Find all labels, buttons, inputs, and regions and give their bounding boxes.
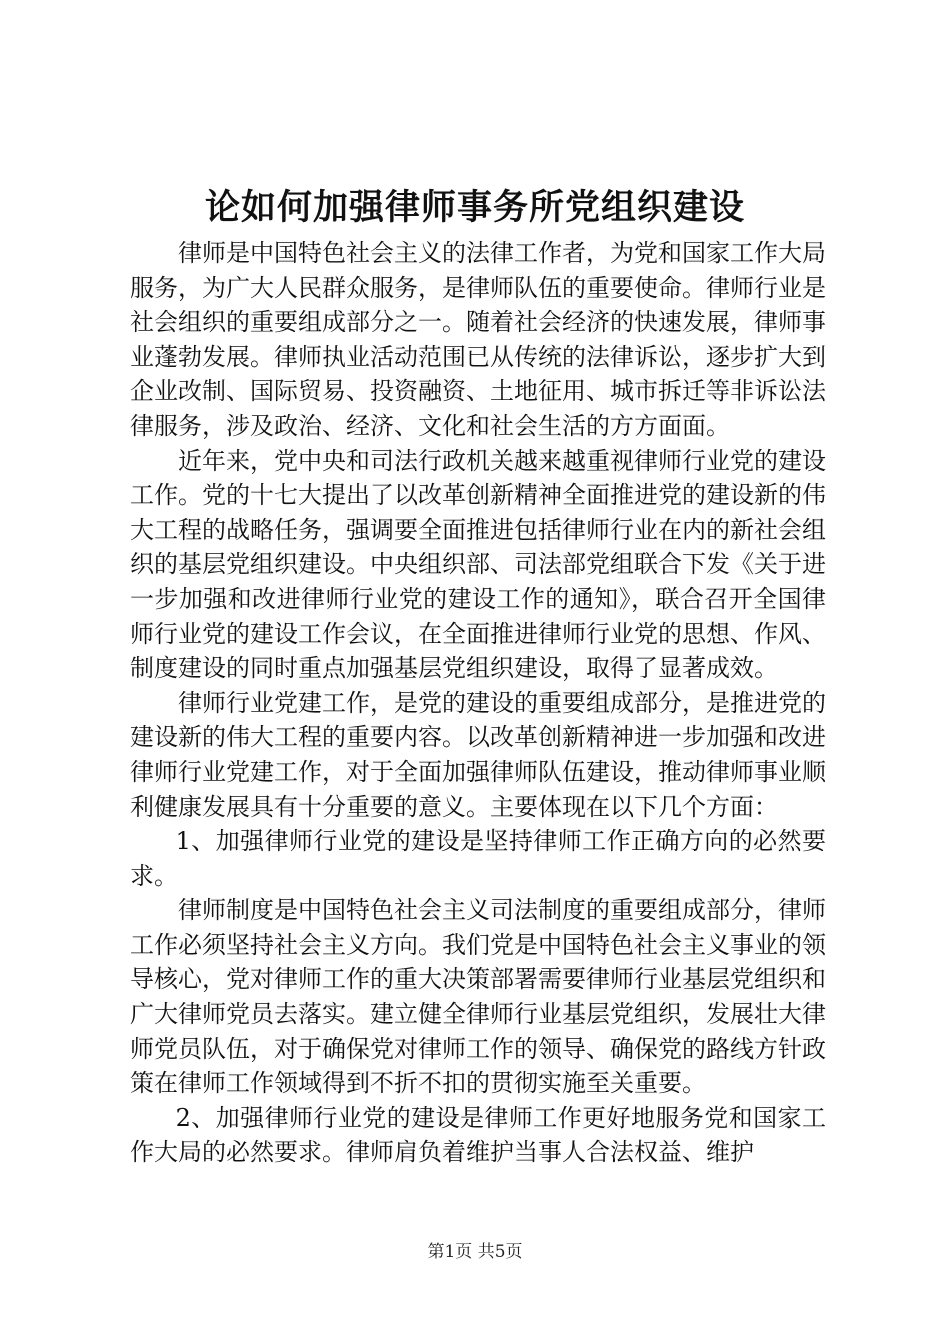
paragraph-intro: 律师是中国特色社会主义的法律工作者，为党和国家工作大局服务，为广大人民群众服务，是律师队伍的重要使命。律师行业是社会组织的重要组成部分之一。随着社会经济的快速发展，律师事业蓬勃发展。律师执业活动范围已从传统的法律诉讼，逐步扩大到企业改制、国际贸易、投资融资、土地征用、城市拆迁等非诉讼法律服务，涉及政治、经济、文化和社会生活的方方面面。 [130, 239, 826, 440]
document-body [130, 236, 826, 1170]
document-title: 论如何加强律师事务所党组织建设 [204, 187, 745, 228]
paragraph-point-1: 1、加强律师行业党的建设是坚持律师工作正确方向的必然要求。 [130, 827, 826, 890]
paragraph-lawyer-system: 律师制度是中国特色社会主义司法制度的重要组成部分，律师工作必须坚持社会主义方向。我们党是中国特色社会主义事业的领导核心，党对律师工作的重大决策部署需要律师行业基层党组织和广大律师党员去落实。建立健全律师行业基层党组织，发展壮大律师党员队伍，对于确保党对律师工作的领导、确保党的路线方针政策在律师工作领域得到不折不扣的贯彻实施至关重要。 [130, 896, 826, 1098]
paragraph-party-building: 律师行业党建工作，是党的建设的重要组成部分，是推进党的建设新的伟大工程的重要内容。以改革创新精神进一步加强和改进律师行业党建工作，对于全面加强律师队伍建设，推动律师事业顺利健康发展具有十分重要的意义。主要体现在以下几个方面： [130, 688, 826, 821]
paragraph-recent-years: 近年来，党中央和司法行政机关越来越重视律师行业党的建设工作。党的十七大提出了以改革创新精神全面推进党的建设新的伟大工程的战略任务，强调要全面推进包括律师行业在内的新社会组织的基层党组织建设。中央组织部、司法部党组联合下发《关于进一步加强和改进律师行业党的建设工作的通知》，联合召开全国律师行业党的建设工作会议，在全面推进律师行业党的思想、作风、制度建设的同时重点加强基层党组织建设，取得了显著成效。 [130, 446, 826, 683]
page-number-footer: 第1页 共5页 [427, 1242, 523, 1262]
paragraph-point-2: 2、加强律师行业党的建设是律师工作更好地服务党和国家工作大局的必然要求。律师肩负着维护当事人合法权益、维护 [130, 1103, 826, 1167]
